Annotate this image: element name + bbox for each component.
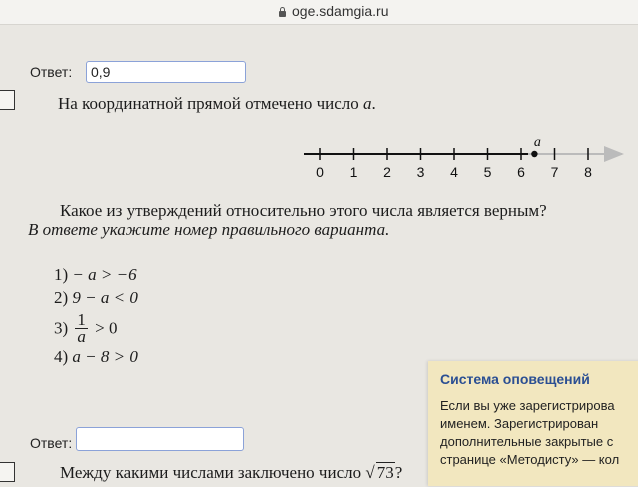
question-intro (58, 94, 376, 114)
answer-input-bottom[interactable] (76, 427, 244, 451)
tick-label: 1 (349, 164, 358, 180)
notification-title: Система оповещений (440, 371, 590, 387)
browser-address-bar[interactable] (0, 0, 638, 25)
point-a-label: a (533, 135, 541, 150)
tick-label: 5 (483, 164, 492, 180)
question-checkbox[interactable] (0, 90, 15, 110)
tick-label: 2 (383, 164, 391, 180)
option-number: 4) (54, 347, 69, 366)
url-display[interactable] (278, 3, 389, 19)
next-question-suffix: ? (394, 463, 403, 482)
point-a-marker (531, 151, 537, 157)
notification-line: Если вы уже зарегистрирова (440, 398, 615, 413)
tick-label: 3 (416, 164, 425, 180)
option-1 (54, 265, 137, 285)
question-text: Какое из утверждений относительно этого числа является верным? (60, 201, 547, 220)
option-2 (54, 288, 138, 308)
intro-text: На координатной прямой отмечено число (58, 94, 364, 113)
intro-period: . (371, 94, 376, 113)
fraction-numerator: 1 (77, 310, 86, 329)
notification-line: именем. Зарегистрирован (440, 416, 599, 431)
notification-body (440, 397, 638, 487)
answer-input-top[interactable] (86, 61, 246, 83)
tick-label: 6 (517, 164, 525, 180)
tick-label: 0 (316, 164, 324, 180)
option-number: 1) (54, 265, 69, 284)
number-line (300, 132, 630, 182)
option-expression: a − 8 > 0 (72, 347, 138, 366)
tick-label: 4 (450, 164, 458, 180)
next-question-checkbox[interactable] (0, 462, 15, 482)
answer-label: Ответ: (30, 64, 73, 80)
option-expression: − a > −6 (72, 265, 137, 284)
question-instruction: В ответе укажите номер правильного варианта. (28, 220, 390, 239)
fraction-denominator: a (77, 327, 86, 346)
option-expression: 9 − a < 0 (72, 288, 138, 307)
tick-label: 7 (550, 164, 559, 180)
notification-line: странице «Методисту» — кол (440, 452, 620, 467)
sqrt-sign: √ (365, 463, 375, 482)
url-text: oge.sdamgia.ru (292, 3, 389, 19)
option-expression: > 0 (90, 318, 118, 338)
next-question-text (60, 462, 402, 483)
option-3 (54, 312, 118, 345)
sqrt-radicand: 73 (376, 463, 394, 482)
option-number: 2) (54, 288, 69, 307)
lock-icon (278, 7, 287, 17)
option-number: 3) (54, 318, 69, 338)
notification-panel[interactable] (428, 361, 638, 486)
next-question-prefix: Между какими числами заключено число (60, 463, 366, 482)
tick-label: 8 (584, 164, 592, 180)
answer-label-bottom: Ответ: (30, 435, 73, 451)
option-fraction (75, 312, 88, 345)
intro-variable: a (363, 94, 372, 113)
option-4 (54, 347, 138, 367)
notification-line: дополнительные закрытые с (440, 434, 614, 449)
